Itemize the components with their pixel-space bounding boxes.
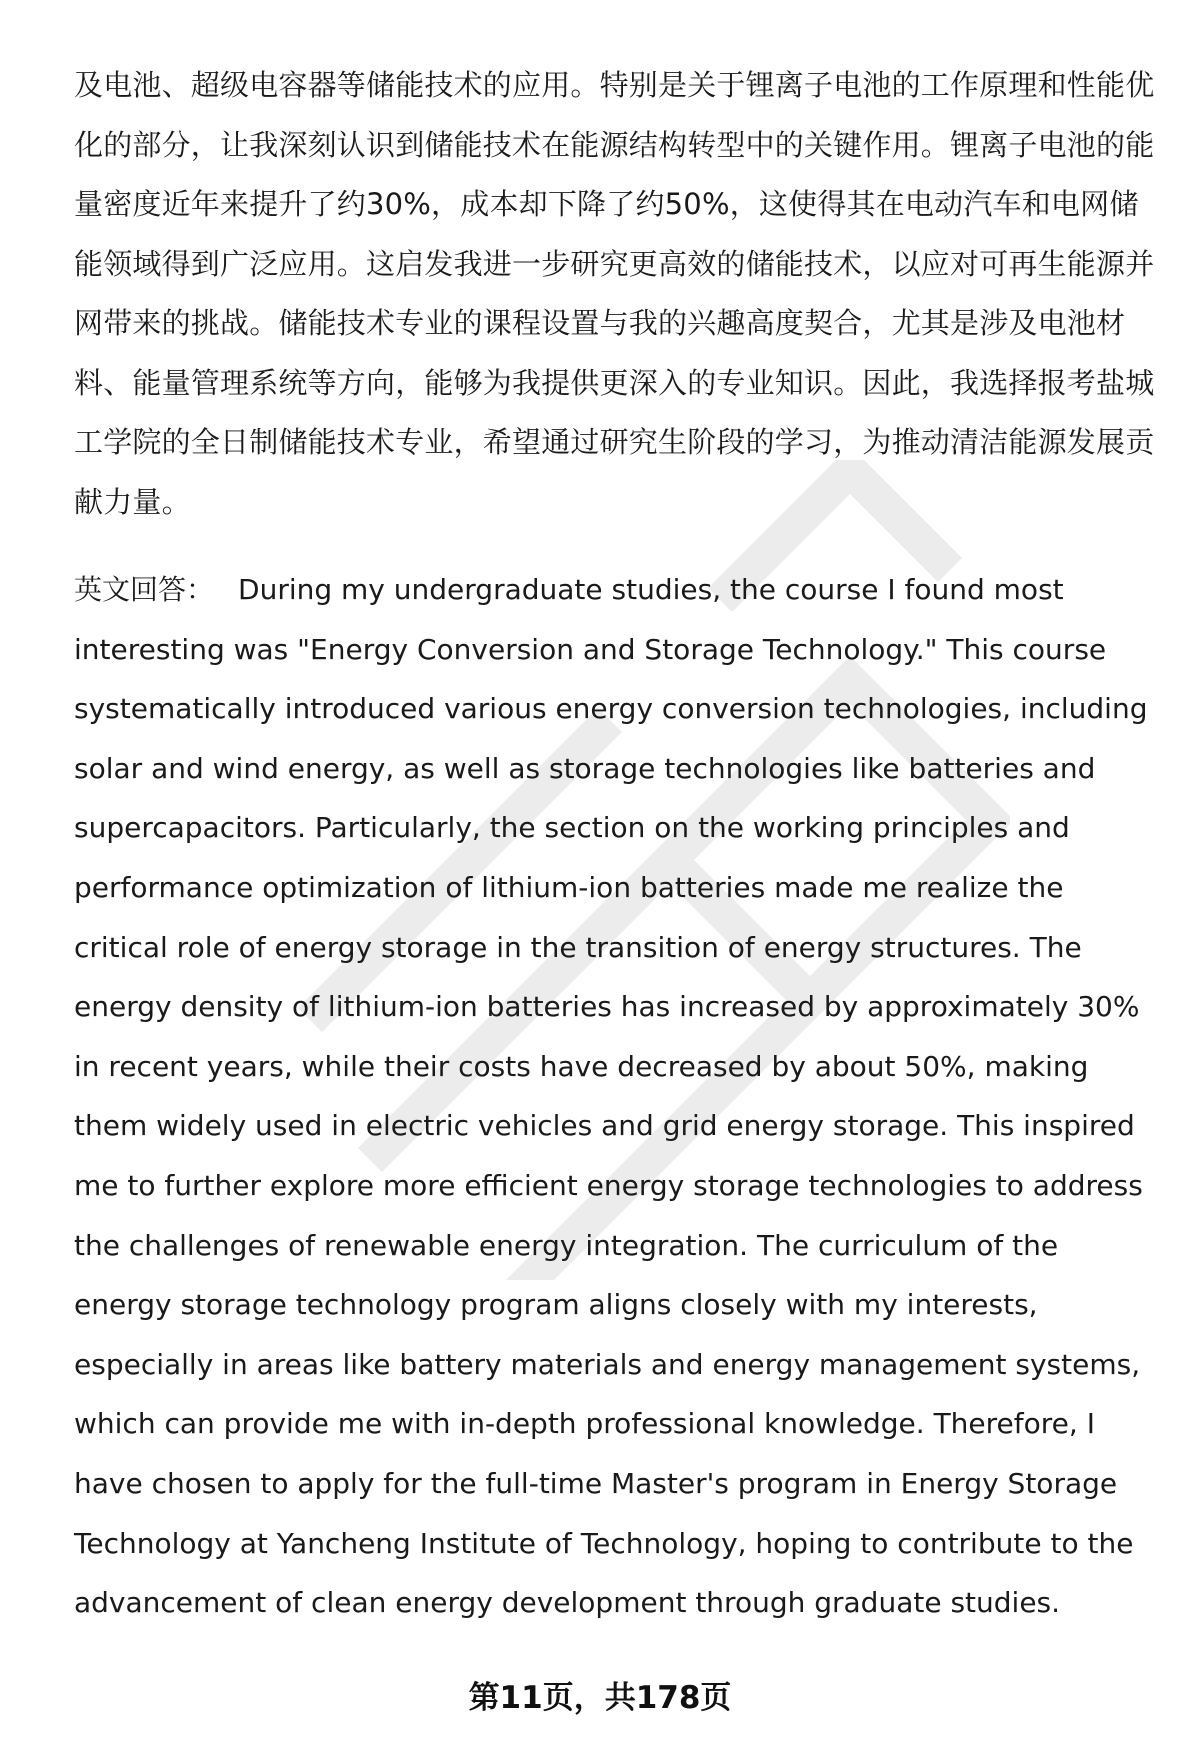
document-body	[74, 56, 1164, 1633]
english-answer-text: During my undergraduate studies, the course I found most interesting was "Energy Conversion and Storage Technology." This course systematically introduced various energy conversion technologies, including solar and wind energy, as well as storage technologies like batteries and supercapacitors. Particularly, the section on the working principles and performance optimization of lithium-ion batteries made me realize the critical role of energy storage in the transition of energy structures. The energy density of lithium-ion batteries has increased by approximately 30% in recent years, while their costs have decreased by about 50%, making them widely used in electric vehicles and grid energy storage. This inspired me to further explore more efficient energy storage technologies to address the challenges of renewable energy integration. The curriculum of the energy storage technology program aligns closely with my interests, especially in areas like battery materials and energy management systems, which can provide me with in-depth professional knowledge. Therefore, I have chosen to apply for the full-time Master's program in Energy Storage Technology at Yancheng Institute of Technology, hoping to contribute to the advancement of clean energy development through graduate studies.	[74, 573, 1148, 1620]
chinese-answer-paragraph: 及电池、超级电容器等储能技术的应用。特别是关于锂离子电池的工作原理和性能优化的部分，让我深刻认识到储能技术在能源结构转型中的关键作用。锂离子电池的能量密度近年来提升了约30%，成本却下降了约50%，这使得其在电动汽车和电网储能领域得到广泛应用。这启发我进一步研究更高效的储能技术，以应对可再生能源并网带来的挑战。储能技术专业的课程设置与我的兴趣高度契合，尤其是涉及电池材料、能量管理系统等方向，能够为我提供更深入的专业知识。因此，我选择报考盐城工学院的全日制储能技术专业，希望通过研究生阶段的学习，为推动清洁能源发展贡献力量。	[74, 68, 1155, 519]
english-answer-label: 英文回答：	[74, 573, 215, 606]
page-number-footer: 第11页，共178页	[468, 1680, 732, 1716]
english-answer-paragraph	[74, 560, 1164, 1633]
